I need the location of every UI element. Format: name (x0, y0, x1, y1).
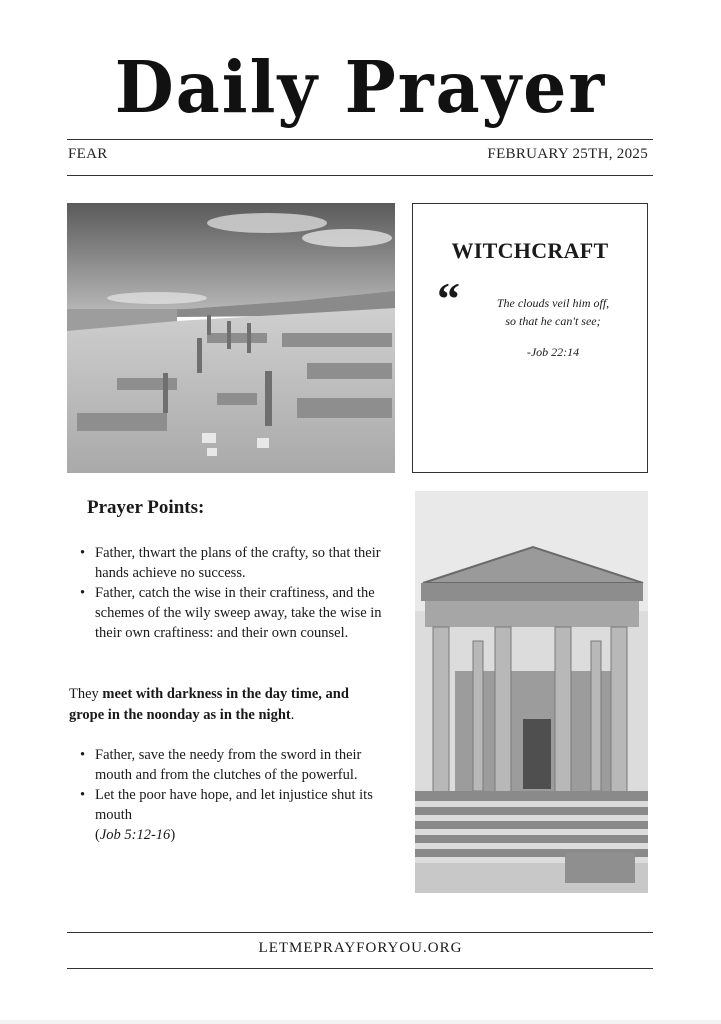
scripture-paragraph: They meet with darkness in the day time, and grope in the noonday as in the night. (69, 686, 349, 723)
quote-mark-icon: “ (437, 273, 460, 324)
ruins-photo (67, 203, 395, 473)
masthead-title: Daily Prayer (114, 46, 607, 130)
prayer-points-list-1 (78, 543, 398, 643)
prayer-points-list-2 (78, 745, 398, 845)
quote-card (412, 203, 648, 473)
prayer-points-heading: Prayer Points: (87, 497, 205, 518)
bullet-icon: • (80, 787, 86, 803)
bullet-icon: • (80, 747, 86, 763)
scripture-reference: (Job 5:12-16) (95, 827, 176, 843)
list-item: • Let the poor have hope, and let injustice shut its mouth (Job 5:12-16) (80, 787, 373, 843)
list-item: • Father, thwart the plans of the crafty, so that their hands achieve no success. (80, 545, 381, 581)
quote-reference: -Job 22:14 (526, 345, 580, 359)
bullet-icon: • (80, 545, 86, 561)
temple-photo (415, 491, 648, 893)
category-label: FEAR (68, 146, 108, 162)
quote-line-1: The clouds veil him off, (496, 296, 610, 310)
date-label: FEBRUARY 25TH, 2025 (487, 146, 648, 162)
footer-bottom-rule (67, 968, 653, 969)
quote-card-title: WITCHCRAFT (451, 238, 609, 263)
header-bottom-rule (67, 175, 653, 176)
list-item: • Father, catch the wise in their craftiness, and the schemes of the wily sweep away, take the wise in their own craftiness: and their own counsel. (80, 585, 382, 641)
top-rule (67, 139, 653, 140)
footer-website[interactable]: LETMEPRAYFORYOU.ORG (258, 940, 463, 956)
bullet-icon: • (80, 585, 86, 601)
footer-top-rule (67, 932, 653, 933)
quote-text (473, 294, 633, 330)
quote-line-2: so that he can't see; (505, 314, 601, 328)
list-item: • Father, save the needy from the sword in their mouth and from the clutches of the powerful. (80, 747, 362, 783)
